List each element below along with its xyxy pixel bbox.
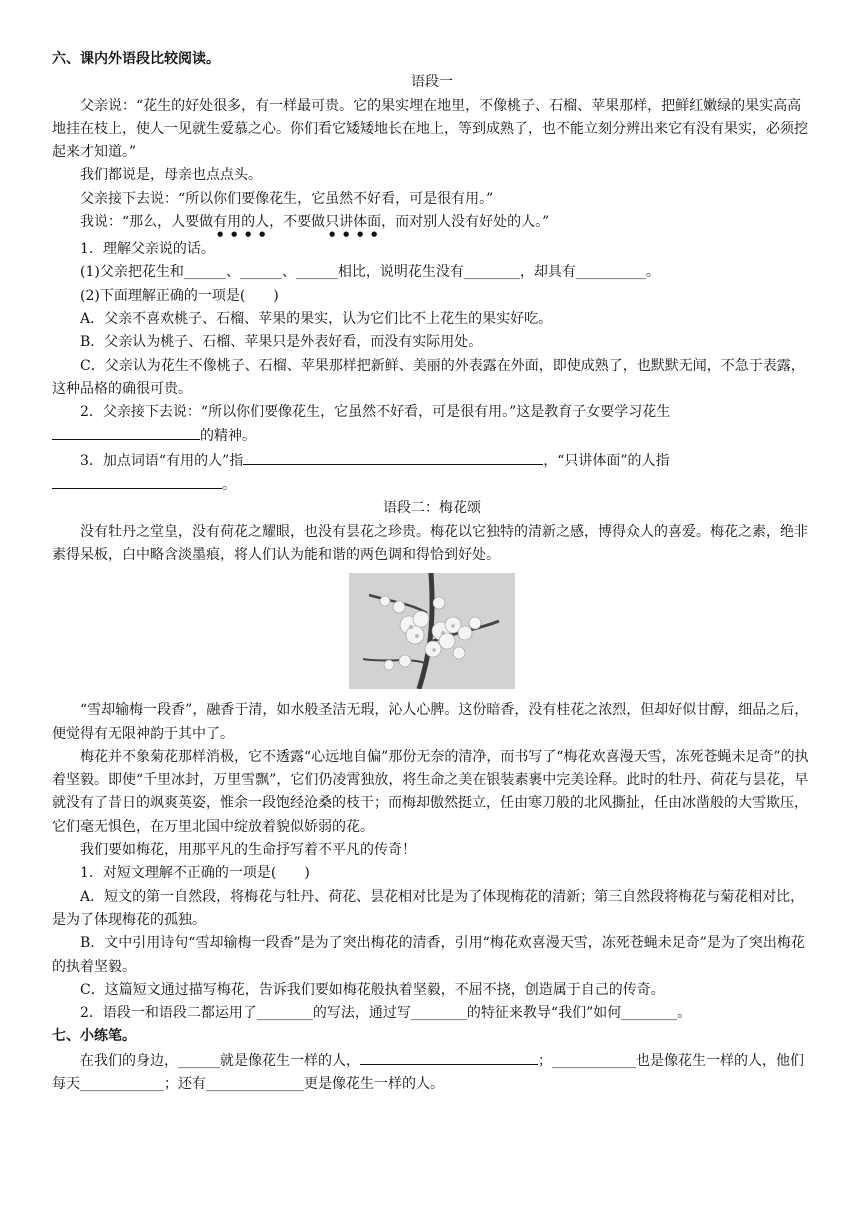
answer-blank[interactable] [52, 473, 222, 489]
writing-practice [52, 1049, 812, 1097]
question-2-text-end: 的精神。 [200, 428, 256, 445]
question-1-option-b: B．父亲认为桃子、石榴、苹果只是外表好看，而没有实际用处。 [80, 334, 483, 351]
p4-text-a: 我说：“那么，人要做 [80, 214, 214, 231]
section-7-title: 七、小练笔。 [52, 1028, 136, 1045]
dotted-word-useful-person: 有用的人 [213, 214, 270, 231]
writing-text-a: 在我们的身边，______就是像花生一样的人， [80, 1052, 360, 1069]
question-3-text-mid: ，“只讲体面”的人指 [543, 452, 670, 469]
answer-blank[interactable] [52, 424, 200, 440]
passage-1-paragraph-4 [52, 211, 812, 238]
p4-text-b: ，不要做 [269, 214, 326, 231]
passage-2-paragraph-3: 梅花并不象菊花那样消极，它不透露“心远地自偏”那份无奈的清净，而书写了“梅花欢喜漫天雪，冻死苍蝇未足奇”的执着坚毅。即使“千里冰封，万里雪飘”，它们仍凌霄独放，将生命之美在银装素裹中完美诠释。此时的牡丹、荷花与昙花，早就没有了昔日的飒爽英姿，惟余一段饱经沧桑的枝干；而梅却傲然挺立，任由寒刀般的北风撕扯，任由冰凿般的大雪欺压，它们毫无惧色，在万里北国中绽放着貌似娇弱的花。 [52, 748, 809, 835]
passage-2-paragraph-4: 我们要如梅花，用那平凡的生命抒写着不平凡的传奇！ [80, 842, 416, 859]
question-1-2: (2)下面理解正确的一项是( ) [80, 287, 279, 304]
question-3-text-end: 。 [222, 477, 236, 494]
passage-1-title: 语段一 [411, 74, 453, 91]
plum-blossom-photo [349, 573, 515, 689]
section-6-title: 六、课内外语段比较阅读。 [52, 51, 220, 67]
writing-text-b: ；____________也是像花生一样的人，他们每天____________；还有______________更是像花生一样的人。 [52, 1052, 804, 1092]
passage-2-title: 语段二：梅花颂 [383, 500, 481, 517]
passage-2-paragraph-2: “雪却输梅一段香”，融香于清，如水般圣洁无瑕，沁人心脾。这份暗香，没有桂花之浓烈，但却好似甘醇，细品之后，便觉得有无限神韵于其中了。 [52, 702, 809, 742]
passage-1-paragraph-3: 父亲接下去说：“所以你们要像花生，它虽然不好看，可是很有用。” [80, 190, 494, 207]
passage-2-question-1-option-c: C．这篇短文通过描写梅花，告诉我们要如梅花般执着坚毅，不屈不挠，创造属于自己的传奇。 [80, 981, 665, 998]
passage-2-paragraph-1: 没有牡丹之堂皇，没有荷花之耀眼，也没有昙花之珍贵。梅花以它独特的清新之感，博得众人的喜爱。梅花之素，绝非素得呆板，白中略含淡墨痕，将人们认为能和谐的两色调和得恰到好处。 [52, 523, 808, 563]
p4-text-c: ，而对别人没有好处的人。” [381, 214, 550, 231]
plum-blossom-photo-container [52, 573, 812, 689]
question-1-option-c: C．父亲认为花生不像桃子、石榴、苹果那样把新鲜、美丽的外表露在外面，即使成熟了，也默默无闻，不急于表露，这种品格的确很可贵。 [52, 357, 805, 397]
question-3 [52, 449, 812, 498]
passage-2-question-1: 1．对短文理解不正确的一项是( ) [80, 865, 310, 882]
answer-blank[interactable] [360, 1049, 538, 1065]
answer-blank[interactable] [243, 449, 543, 465]
dotted-word-keep-up-appearances: 只讲体面 [325, 214, 382, 231]
question-1-option-a: A．父亲不喜欢桃子、石榴、苹果的果实，认为它们比不上花生的果实好吃。 [80, 310, 553, 327]
question-3-text: 3．加点词语“有用的人”指 [80, 452, 244, 469]
question-2-text: 2．父亲接下去说：“所以你们要像花生，它虽然不好看，可是很有用。”这是教育子女要学习花生 [80, 404, 671, 421]
passage-1-paragraph-1: 父亲说：“花生的好处很多，有一样最可贵。它的果实埋在地里，不像桃子、石榴、苹果那样，把鲜红嫩绿的果实高高地挂在枝上，使人一见就生爱慕之心。你们看它矮矮地长在地上，等到成熟了，也不能立刻分辨出来它有没有果实，必须挖起来才知道。” [52, 97, 808, 161]
question-1-1: (1)父亲把花生和______、______、______相比，说明花生没有________，却具有__________。 [80, 264, 660, 281]
passage-2-question-1-option-b: B．文中引用诗句“雪却输梅一段香”是为了突出梅花的清香，引用“梅花欢喜漫天雪，冻死苍蝇未足奇”是为了突出梅花的执着坚毅。 [52, 935, 805, 975]
passage-1-paragraph-2: 我们都说是，母亲也点点头。 [80, 167, 262, 184]
passage-2-question-1-option-a: A．短文的第一自然段，将梅花与牡丹、荷花、昙花相对比是为了体现梅花的清新；第三自然段将梅花与菊花相对比，是为了体现梅花的孤独。 [52, 888, 805, 928]
passage-2-question-2: 2．语段一和语段二都运用了________的写法，通过写________的特征来教导“我们”如何________。 [80, 1005, 692, 1022]
question-1-title: 1．理解父亲说的话。 [80, 241, 215, 258]
question-2 [52, 401, 812, 449]
worksheet-page [52, 48, 812, 1096]
